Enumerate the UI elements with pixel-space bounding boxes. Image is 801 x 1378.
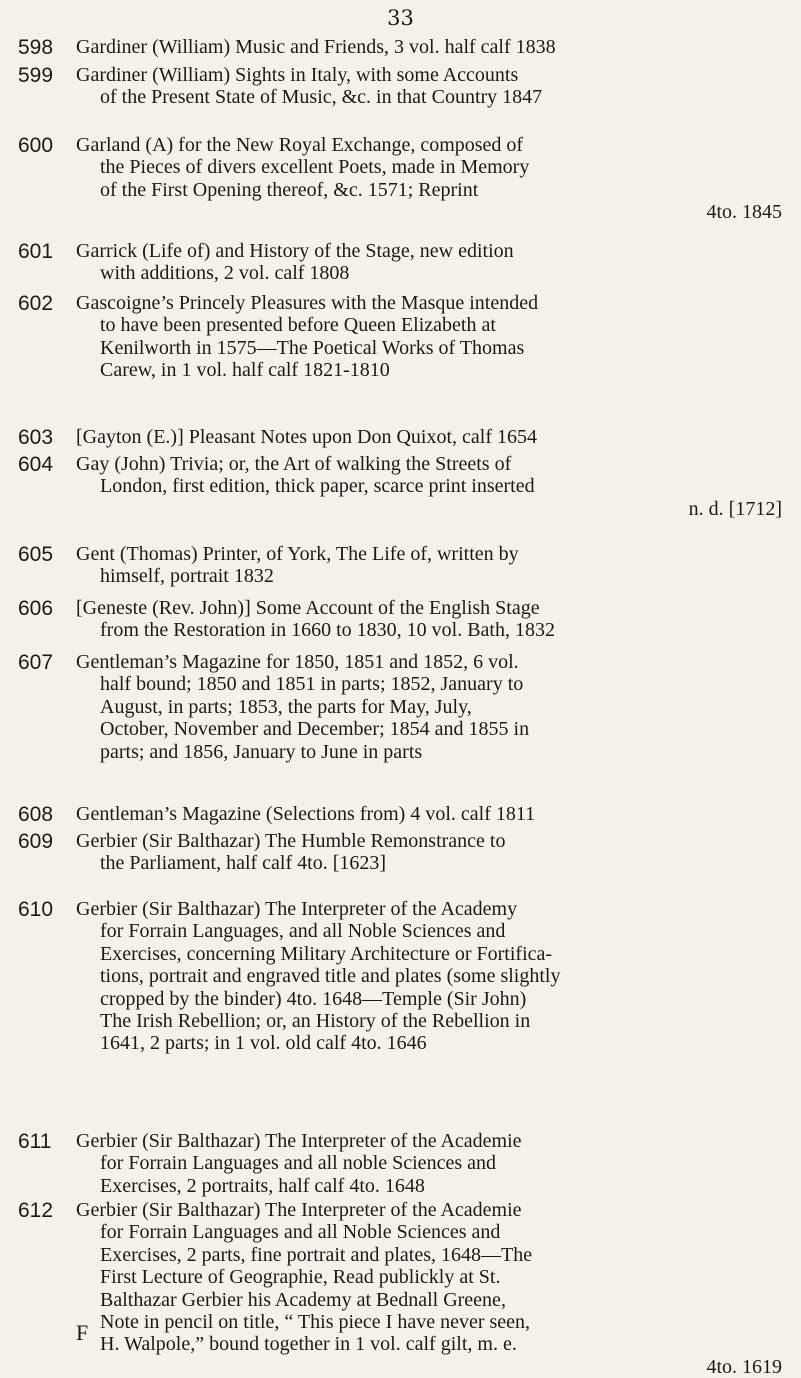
entry-line: Note in pencil on title, “ This piece I have never seen,	[100, 1311, 531, 1333]
entry-line: of the Present State of Music, &c. in that Country 1847	[100, 86, 543, 109]
entry-line: Gardiner (William) Sights in Italy, with some Accounts	[76, 64, 519, 86]
lot-number: 604	[18, 453, 54, 476]
entry-line: Carew, in 1 vol. half calf 1821-1810	[100, 359, 390, 382]
lot-number: 601	[18, 240, 54, 263]
entry-line: Garrick (Life of) and History of the Stage, new edition	[76, 240, 514, 262]
entry-line: cropped by the binder) 4to. 1648—Temple (Sir John)	[100, 987, 527, 1010]
page-number: 33	[387, 6, 414, 30]
entry-line: Gentleman’s Magazine (Selections from) 4 vol. calf 1811	[76, 803, 536, 825]
entry-line: parts; and 1856, January to June in parts	[100, 740, 423, 763]
lot-number: 607	[18, 651, 54, 674]
entry-line: The Irish Rebellion; or, an History of the Rebellion in	[100, 1010, 531, 1032]
entry-line: for Forrain Languages and all Noble Sciences and	[100, 1221, 501, 1244]
entry-line: London, first edition, thick paper, scarce print inserted	[100, 475, 535, 498]
lot-number: 600	[18, 134, 54, 157]
entry-line: with additions, 2 vol. calf 1808	[100, 262, 350, 285]
lot-number: 609	[18, 830, 54, 853]
entry-line: for Forrain Languages, and all Noble Sciences and	[100, 920, 506, 943]
entry-line: Gentleman’s Magazine for 1850, 1851 and 1852, 6 vol.	[76, 651, 519, 673]
entry-line: Gerbier (Sir Balthazar) The Interpreter of the Academie	[76, 1130, 522, 1152]
entry-line: 4to. 1845	[706, 201, 782, 224]
entry-line: [Geneste (Rev. John)] Some Account of the English Stage	[76, 597, 540, 619]
entry-line: Gerbier (Sir Balthazar) The Interpreter of the Academy	[76, 898, 518, 920]
entry-line: Garland (A) for the New Royal Exchange, composed of	[76, 134, 524, 156]
entry-line: tions, portrait and engraved title and plates (some slightly	[100, 965, 561, 988]
entry-line: 4to. 1619	[706, 1355, 782, 1378]
lot-number: 610	[18, 898, 54, 921]
entry-line: First Lecture of Geographie, Read publickly at St.	[100, 1266, 501, 1289]
entry-line: Gerbier (Sir Balthazar) The Humble Remonstrance to	[76, 830, 506, 852]
entry-line: for Forrain Languages and all noble Sciences and	[100, 1152, 496, 1175]
entry-line: Gascoigne’s Princely Pleasures with the Masque intended	[76, 292, 539, 314]
entry-line: of the First Opening thereof, &c. 1571; Reprint	[100, 178, 479, 201]
entry-line: Exercises, 2 parts, fine portrait and plates, 1648—The	[100, 1243, 533, 1266]
entry-line: Kenilworth in 1575—The Poetical Works of Thomas	[100, 336, 525, 359]
lot-number: 606	[18, 597, 54, 620]
lot-number: 603	[18, 426, 54, 449]
signature-mark: F	[76, 1320, 89, 1345]
lot-number: 612	[18, 1199, 54, 1222]
entry-line: [Gayton (E.)] Pleasant Notes upon Don Quixot, calf 1654	[76, 426, 538, 448]
entry-line: Exercises, 2 portraits, half calf 4to. 1648	[100, 1174, 425, 1197]
entry-line: August, in parts; 1853, the parts for May, July,	[100, 695, 472, 718]
lot-number: 598	[18, 36, 54, 59]
entry-line: to have been presented before Queen Elizabeth at	[100, 314, 496, 337]
entry-line: from the Restoration in 1660 to 1830, 10 vol. Bath, 1832	[100, 619, 555, 642]
lot-number: 608	[18, 803, 54, 826]
entry-line: the Parliament, half calf 4to. [1623]	[100, 852, 387, 875]
entry-line: October, November and December; 1854 and 1855 in	[100, 718, 530, 741]
entry-line: Balthazar Gerbier his Academy at Bednall Greene,	[100, 1288, 506, 1311]
entry-line: Gardiner (William) Music and Friends, 3 vol. half calf 1838	[76, 36, 556, 58]
entry-line: half bound; 1850 and 1851 in parts; 1852, January to	[100, 673, 524, 696]
entry-line: H. Walpole,” bound together in 1 vol. calf gilt, m. e.	[100, 1333, 517, 1356]
entry-line: 1641, 2 parts; in 1 vol. old calf 4to. 1646	[100, 1032, 427, 1055]
entry-line: n. d. [1712]	[688, 497, 782, 520]
entry-line: Gent (Thomas) Printer, of York, The Life of, written by	[76, 543, 519, 565]
lot-number: 599	[18, 64, 54, 87]
lot-number: 611	[18, 1130, 52, 1153]
entry-line: Gerbier (Sir Balthazar) The Interpreter of the Academie	[76, 1199, 522, 1221]
entry-line: Gay (John) Trivia; or, the Art of walking the Streets of	[76, 453, 512, 475]
entry-line: himself, portrait 1832	[100, 565, 274, 588]
entry-line: Exercises, concerning Military Architecture or Fortifica-	[100, 942, 553, 965]
lot-number: 605	[18, 543, 54, 566]
entry-line: the Pieces of divers excellent Poets, made in Memory	[100, 156, 530, 179]
lot-number: 602	[18, 292, 54, 315]
